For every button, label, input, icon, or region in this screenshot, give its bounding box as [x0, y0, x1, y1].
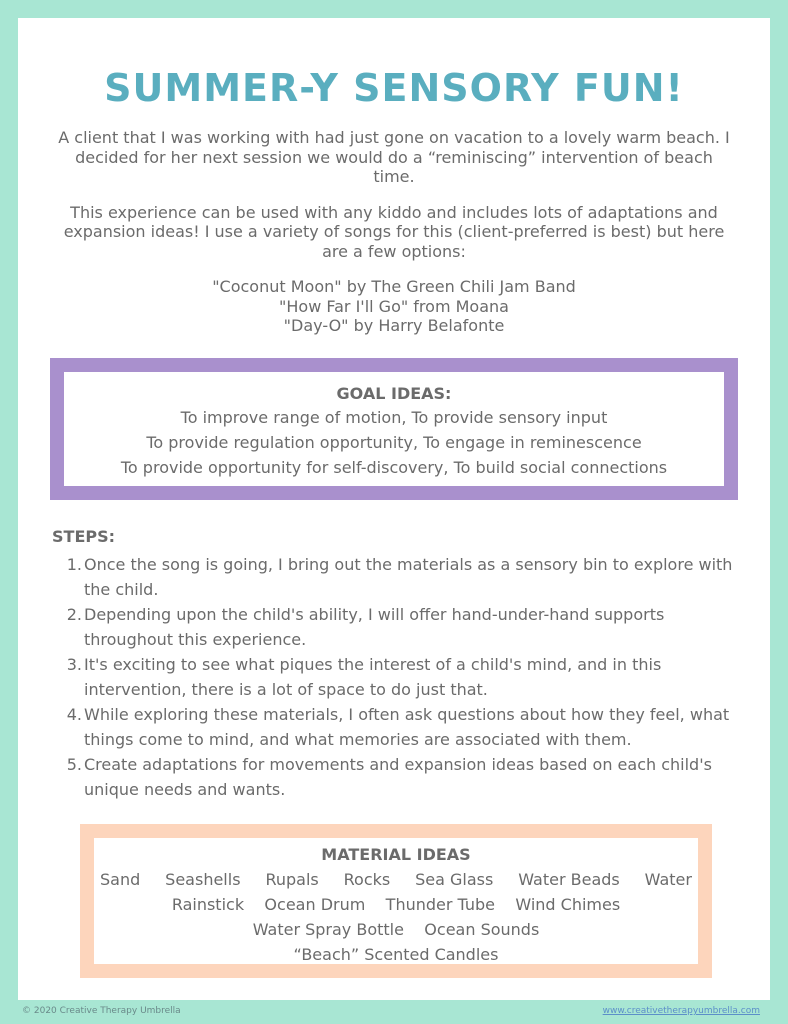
copyright-text: © 2020 Creative Therapy Umbrella: [22, 1006, 181, 1016]
goal-line: To provide opportunity for self-discovery, To build social connections: [120, 458, 668, 477]
step-item: [52, 552, 742, 602]
material-ideas-box: [80, 824, 712, 978]
page-title: SUMMER-Y SENSORY FUN!: [104, 66, 684, 110]
material-item: Water Beads: [518, 870, 620, 889]
page-card: [18, 18, 770, 1000]
step-text: Depending upon the child's ability, I will offer hand-under-hand supports throughout this experience.: [84, 605, 665, 649]
song-item: "How Far I'll Go" from Moana: [279, 296, 509, 316]
step-number: 4.: [66, 705, 82, 724]
material-line: Rainstick Ocean Drum Thunder Tube Wind Chimes: [171, 895, 621, 914]
song-item: "Day-O" by Harry Belafonte: [283, 316, 505, 335]
material-item: Sea Glass: [415, 870, 494, 889]
step-text: It's exciting to see what piques the interest of a child's mind, and in this intervention, there is a lot of space to do just that.: [84, 655, 662, 699]
goal-line: To improve range of motion, To provide sensory input: [180, 408, 608, 427]
step-number: 1.: [66, 555, 82, 574]
step-number: 5.: [66, 755, 82, 774]
website-link[interactable]: www.creativetherapyumbrella.com: [602, 1006, 760, 1016]
steps-heading: STEPS:: [52, 527, 116, 546]
intro-section: [58, 128, 730, 336]
material-item: Water: [644, 870, 692, 889]
step-text: While exploring these materials, I often ask questions about how they feel, what things come to mind, and what memories are associated with them.: [84, 705, 730, 749]
step-text: Once the song is going, I bring out the materials as a sensory bin to explore with the child.: [84, 555, 733, 599]
material-item: Rupals: [265, 870, 319, 889]
step-number: 2.: [66, 605, 82, 624]
step-item: [52, 702, 742, 752]
material-item: Rocks: [343, 870, 391, 889]
material-line: Water Spray Bottle Ocean Sounds: [252, 920, 540, 939]
step-item: [52, 602, 742, 652]
material-line: “Beach” Scented Candles: [293, 945, 499, 964]
steps-list: [52, 552, 742, 802]
step-text: Create adaptations for movements and expansion ideas based on each child's unique needs and wants.: [84, 755, 712, 799]
step-item: [52, 652, 742, 702]
step-item: [52, 752, 742, 802]
intro-paragraph-2: This experience can be used with any kiddo and includes lots of adaptations and expansion ideas! I use a variety of songs for this (client-preferred is best) but here are a few options:: [63, 202, 725, 261]
song-list: [58, 277, 730, 336]
step-number: 3.: [66, 655, 82, 674]
intro-paragraph-1: A client that I was working with had just gone on vacation to a lovely warm beach. I decided for her next session we would do a “reminiscing” intervention of beach time.: [58, 128, 730, 186]
goal-line: To provide regulation opportunity, To engage in reminescence: [146, 433, 642, 452]
material-ideas-heading: MATERIAL IDEAS: [321, 845, 471, 864]
goal-ideas-heading: GOAL IDEAS:: [336, 384, 452, 403]
song-item: "Coconut Moon" by The Green Chili Jam Band: [212, 277, 576, 296]
material-item: Seashells: [165, 870, 241, 889]
material-row: [94, 867, 698, 892]
steps-section: [52, 526, 742, 802]
goal-ideas-box: [50, 358, 738, 500]
material-item: Sand: [100, 870, 141, 889]
